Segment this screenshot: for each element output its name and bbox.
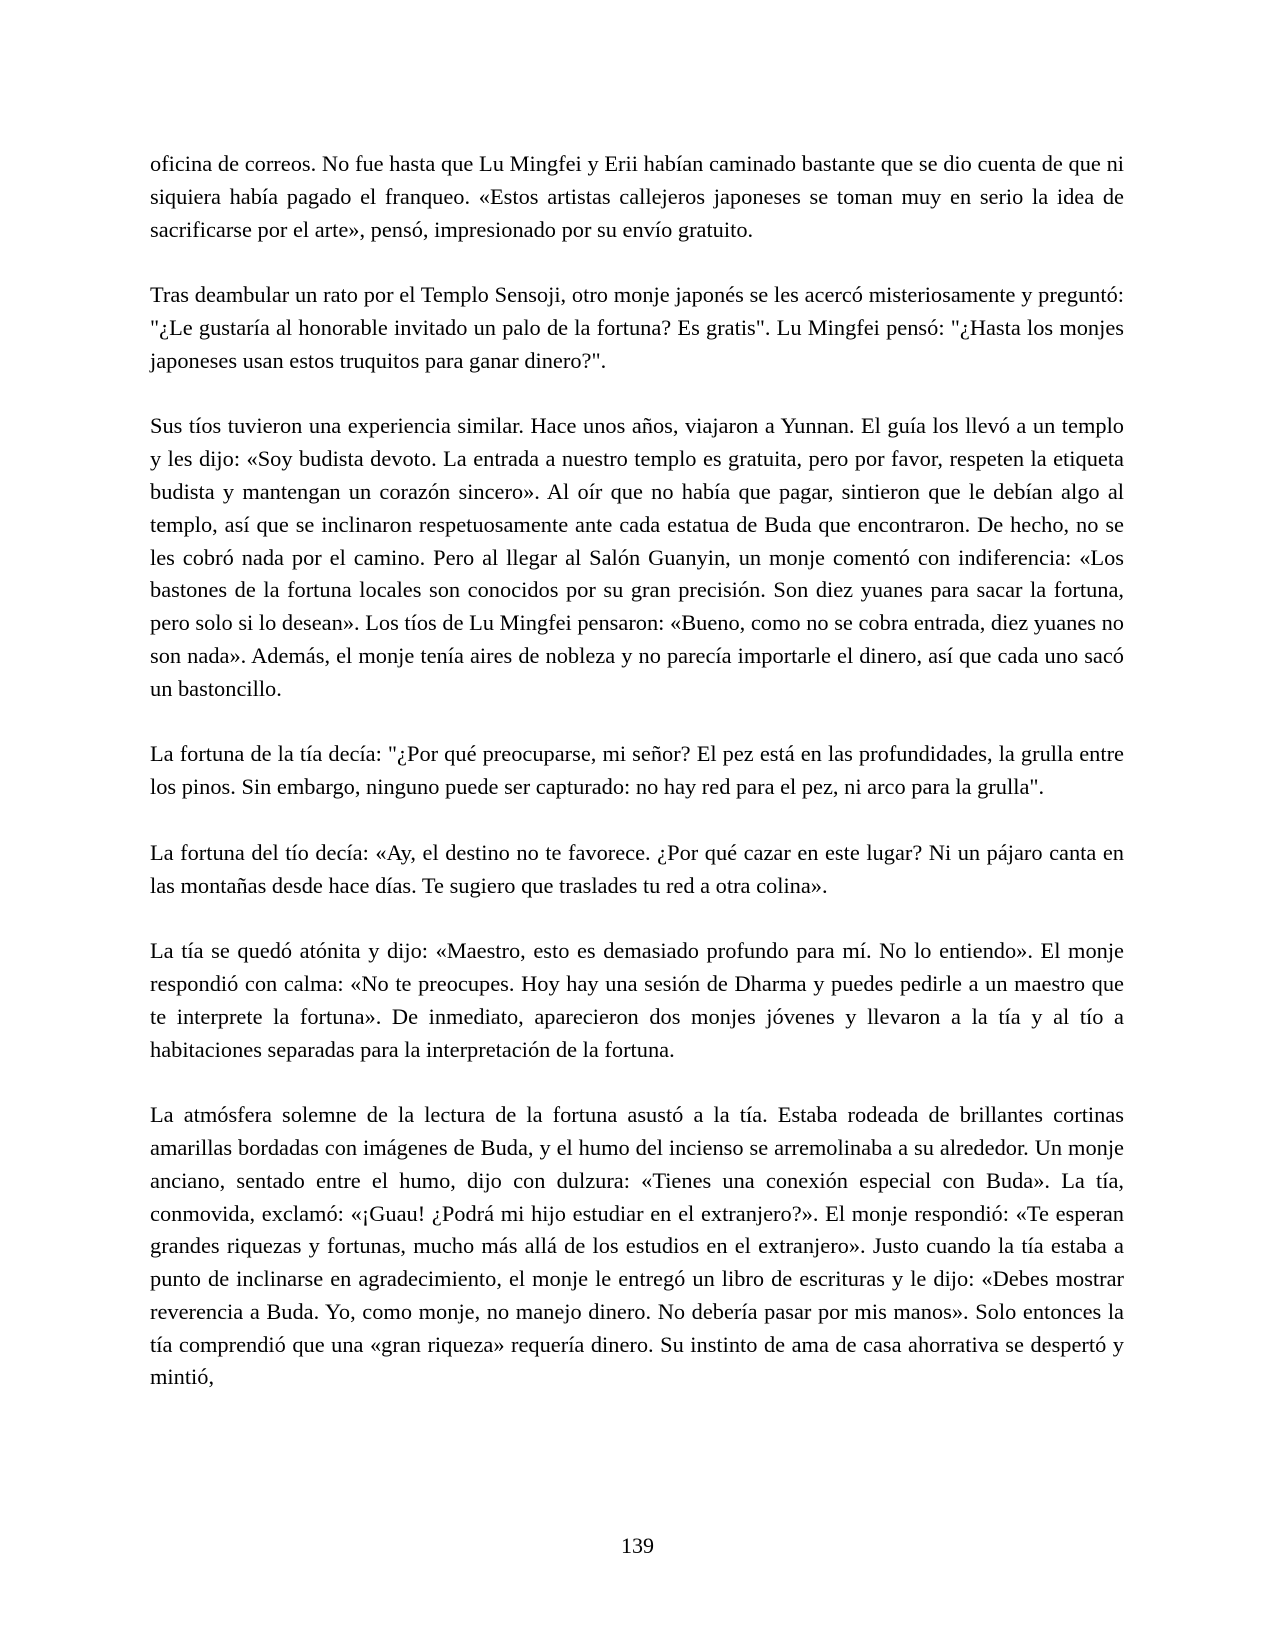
paragraph: La atmósfera solemne de la lectura de la fortuna asustó a la tía. Estaba rodeada de brillantes cortinas amarillas bordadas con imágenes de Buda, y el humo del incienso se arremolinaba a su alrededor. Un monje anciano, sentado entre el humo, dijo con dulzura: «Tienes una conexión especial con Buda». La tía, conmovida, exclamó: «¡Guau! ¿Podrá mi hijo estudiar en el extranjero?». El monje respondió: «Te esperan grandes riquezas y fortunas, mucho más allá de los estudios en el extranjero». Justo cuando la tía estaba a punto de inclinarse en agradecimiento, el monje le entregó un libro de escrituras y le dijo: «Debes mostrar reverencia a Buda. Yo, como monje, no manejo dinero. No debería pasar por mis manos». Solo entonces la tía comprendió que una «gran riqueza» requería dinero. Su instinto de ama de casa ahorrativa se despertó y mintió,	[150, 1102, 1124, 1390]
paragraph: La tía se quedó atónita y dijo: «Maestro, esto es demasiado profundo para mí. No lo entiendo». El monje respondió con calma: «No te preocupes. Hoy hay una sesión de Dharma y puedes pedirle a un maestro que te interprete la fortuna». De inmediato, aparecieron dos monjes jóvenes y llevaron a la tía y al tío a habitaciones separadas para la interpretación de la fortuna.	[150, 938, 1124, 1062]
paragraph: oficina de correos. No fue hasta que Lu Mingfei y Erii habían caminado bastante que se dio cuenta de que ni siquiera había pagado el franqueo. «Estos artistas callejeros japoneses se toman muy en serio la idea de sacrificarse por el arte», pensó, impresionado por su envío gratuito.	[150, 151, 1124, 242]
paragraph: La fortuna del tío decía: «Ay, el destino no te favorece. ¿Por qué cazar en este lugar? Ni un pájaro canta en las montañas desde hace días. Te sugiero que traslades tu red a otra colina».	[150, 839, 1124, 898]
body-text	[150, 148, 1124, 1427]
page-number: 139	[621, 1533, 654, 1558]
paragraph: La fortuna de la tía decía: "¿Por qué preocuparse, mi señor? El pez está en las profundidades, la grulla entre los pinos. Sin embargo, ninguno puede ser capturado: no hay red para el pez, ni arco para la grulla".	[150, 741, 1124, 800]
paragraph: Tras deambular un rato por el Templo Sensoji, otro monje japonés se les acercó misteriosamente y preguntó: "¿Le gustaría al honorable invitado un palo de la fortuna? Es gratis". Lu Mingfei pensó: "¿Hasta los monjes japoneses usan estos truquitos para ganar dinero?".	[150, 282, 1124, 373]
paragraph: Sus tíos tuvieron una experiencia similar. Hace unos años, viajaron a Yunnan. El guía los llevó a un templo y les dijo: «Soy budista devoto. La entrada a nuestro templo es gratuita, pero por favor, respeten la etiqueta budista y mantengan un corazón sincero». Al oír que no había que pagar, sintieron que le debían algo al templo, así que se inclinaron respetuosamente ante cada estatua de Buda que encontraron. De hecho, no se les cobró nada por el camino. Pero al llegar al Salón Guanyin, un monje comentó con indiferencia: «Los bastones de la fortuna locales son conocidos por su gran precisión. Son diez yuanes para sacar la fortuna, pero solo si lo desean». Los tíos de Lu Mingfei pensaron: «Bueno, como no se cobra entrada, diez yuanes no son nada». Además, el monje tenía aires de nobleza y no parecía importarle el dinero, así que cada uno sacó un bastoncillo.	[150, 413, 1124, 701]
